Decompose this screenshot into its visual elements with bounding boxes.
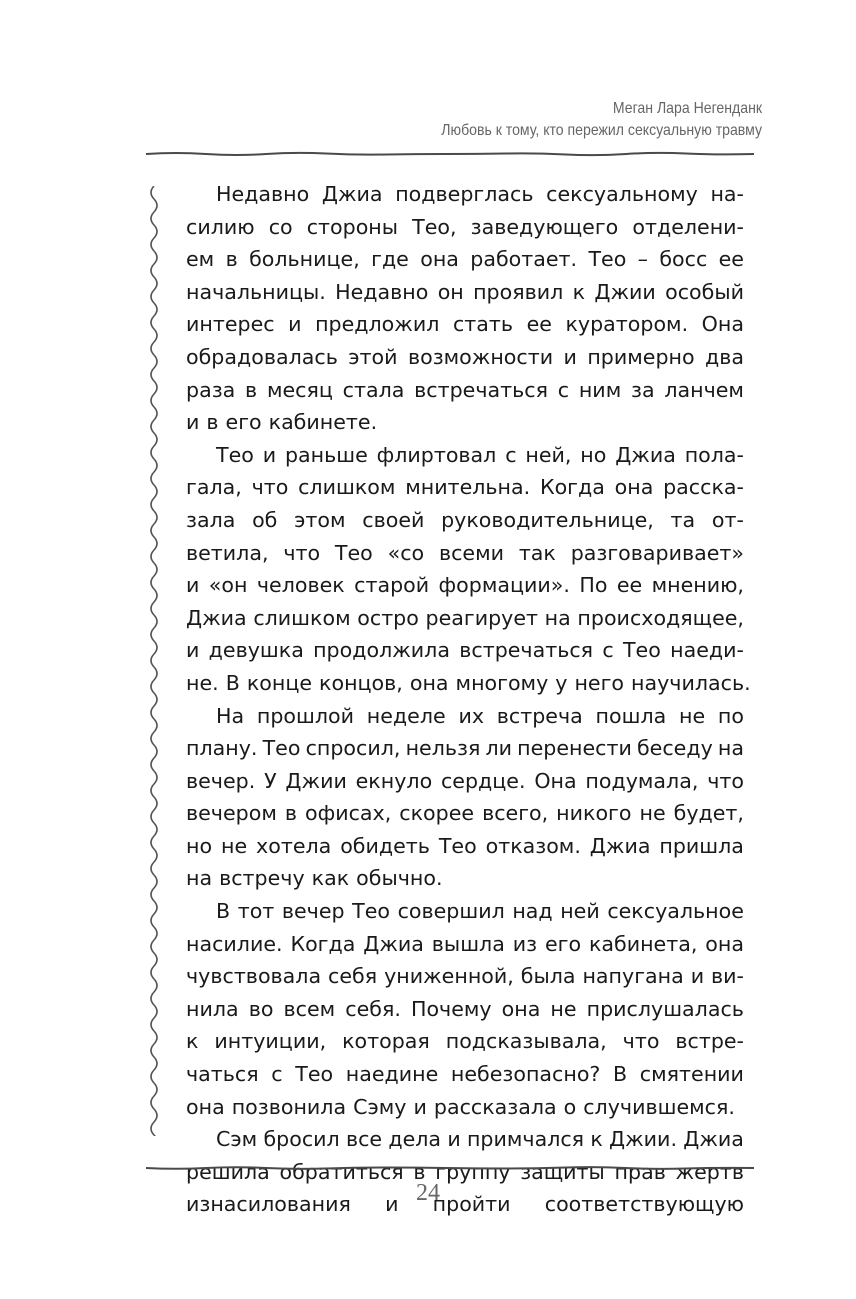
text-line: Сэм бросил все дела и примчался к Джии. Джиа bbox=[216, 1127, 744, 1152]
text-line: зала об этом своей руководительнице, та от- bbox=[186, 507, 744, 532]
footer-rule bbox=[146, 1164, 754, 1172]
text-line: В тот вечер Тео совершил над ней сексуальное bbox=[216, 899, 744, 924]
text-line: вечером в офисах, скорее всего, никого не будет, bbox=[186, 801, 744, 826]
header-book-title: Любовь к тому, кто пережил сексуальную травму bbox=[441, 122, 762, 139]
text-line: на встречу как обычно. bbox=[186, 866, 443, 891]
text-line: к интуиции, которая подсказывала, что встре- bbox=[186, 1029, 744, 1054]
text-line: она позвонила Сэму и рассказала о случившемся. bbox=[186, 1094, 735, 1119]
wavy-side-ornament bbox=[146, 186, 162, 1136]
text-line: изнасилования и пройти соответствующую bbox=[186, 1192, 744, 1217]
text-line: обрадовалась этой возможности и примерно два bbox=[186, 344, 744, 369]
text-line: чаться с Тео наедине небезопасно? В смятении bbox=[186, 1062, 744, 1087]
text-line: гала, что слишком мнительна. Когда она расска- bbox=[186, 475, 744, 500]
running-header bbox=[215, 98, 762, 142]
header-author: Меган Лара Негенданк bbox=[612, 100, 762, 117]
text-line: решила обратиться в группу защиты прав жертв bbox=[186, 1159, 744, 1184]
text-line: На прошлой неделе их встреча пошла не по bbox=[216, 703, 744, 728]
text-line: и «он человек старой формации». По ее мнению, bbox=[186, 573, 744, 598]
text-line: ем в больнице, где она работает. Тео – босс ее bbox=[186, 247, 744, 272]
text-line: чувствовала себя униженной, была напугана и ви- bbox=[186, 964, 744, 989]
text-line: и в его кабинете. bbox=[186, 410, 378, 435]
text-line: Недавно Джиа подверглась сексуальному на- bbox=[216, 182, 744, 206]
text-line: вечер. У Джии екнуло сердце. Она подумала, что bbox=[186, 768, 744, 793]
body-text bbox=[186, 178, 751, 1221]
text-line: плану. Тео спросил, нельзя ли перенести беседу на bbox=[186, 736, 744, 761]
text-line: не. В конце концов, она многому у него научилась. bbox=[186, 670, 751, 695]
text-line: Джиа слишком остро реагирует на происходящее, bbox=[186, 605, 744, 630]
text-line: раза в месяц стала встречаться с ним за ланчем bbox=[186, 377, 744, 402]
text-line: интерес и предложил стать ее куратором. Она bbox=[186, 312, 744, 337]
text-line: начальницы. Недавно он проявил к Джии особый bbox=[186, 279, 744, 304]
text-line: нила во всем себя. Почему она не прислушалась bbox=[186, 996, 744, 1021]
text-line: но не хотела обидеть Тео отказом. Джиа пришла bbox=[186, 833, 744, 858]
header-rule bbox=[146, 150, 754, 158]
text-line: ветила, что Тео «со всеми так разговаривает» bbox=[186, 540, 744, 565]
text-line: силию со стороны Тео, заведующего отделени- bbox=[186, 214, 744, 239]
page-number: 24 bbox=[416, 1180, 440, 1206]
text-line: и девушка продолжила встречаться с Тео наеди- bbox=[186, 638, 744, 663]
text-line: насилие. Когда Джиа вышла из его кабинета, она bbox=[186, 931, 744, 956]
text-line: Тео и раньше флиртовал с ней, но Джиа пола- bbox=[216, 442, 744, 467]
